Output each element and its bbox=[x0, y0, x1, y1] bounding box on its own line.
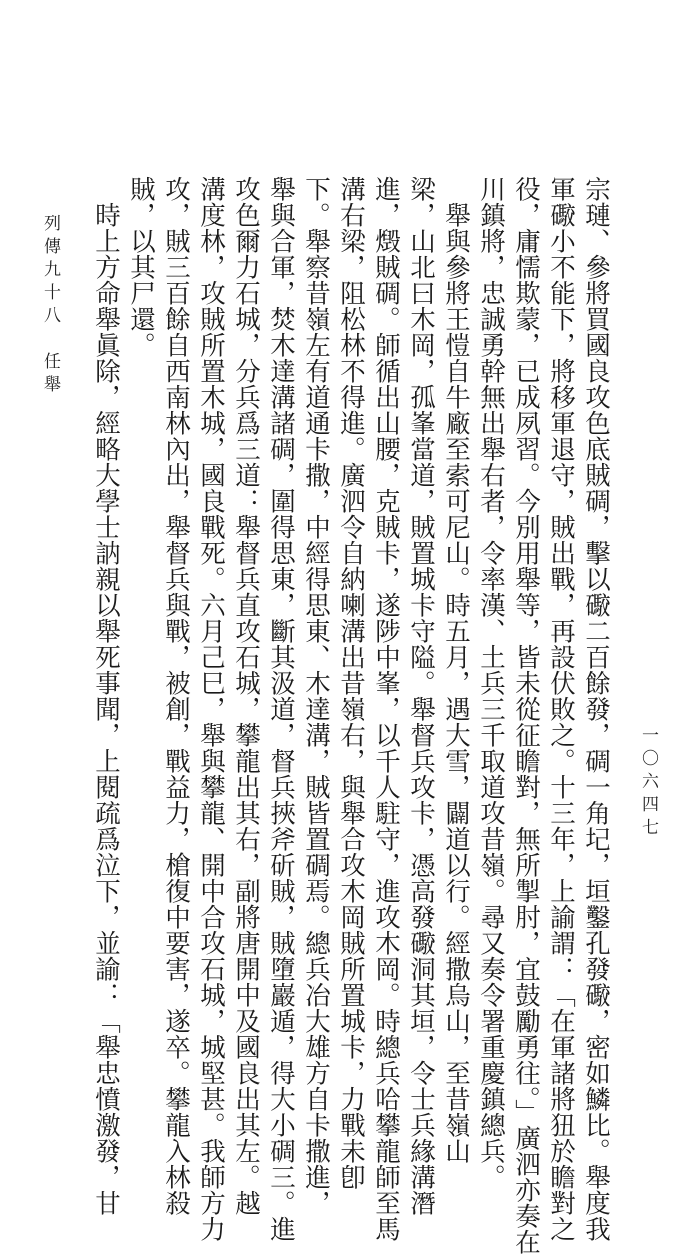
text-column-8: 溝右梁，阻松林不得進。廣泗令自納喇溝出昔嶺右，與舉合攻木岡賊所置城卡，力戰未卽 bbox=[336, 176, 366, 1190]
text-column-3: 役，庸懦欺蒙，已成夙習。今別用舉等，皆未從征瞻對，無所掣肘，宜鼓勵勇往。」廣泗亦奏在 bbox=[511, 176, 541, 1255]
text-column-1: 宗璉、參將買國良攻色底賊碉，擊以礮二百餘發，碉一角圮，垣鑿孔發礮，密如鱗比。舉度我 bbox=[581, 176, 611, 1242]
text-column-14: 賊，以其尸還。 bbox=[126, 176, 156, 358]
text-column-4: 川鎮將，忠誠勇幹無出舉右者，令率漢、土兵三千取道攻昔嶺。尋又奏令署重慶鎮總兵。 bbox=[476, 176, 506, 1190]
text-column-15: 時上方命舉眞除，經略大學士訥親以舉死事聞，上閱疏爲泣下，並諭：「舉忠憤激發，甘 bbox=[91, 202, 121, 1216]
text-column-9: 下。舉察昔嶺左有道通卡撒，中經得思東、木達溝，賊皆置碉焉。總兵冶大雄方自卡撒進， bbox=[301, 176, 331, 1216]
running-header: 列傳九十八 任舉 bbox=[40, 214, 60, 398]
page-number: 一〇六四七 bbox=[638, 726, 658, 841]
text-column-13: 攻，賊三百餘自西南林內出，舉督兵與戰，被創，戰益力，槍復中要害，遂卒。攀龍入林殺 bbox=[161, 176, 191, 1216]
text-column-10: 舉與合軍，焚木達溝諸碉，圍得思東，斷其汲道，督兵挾斧斫賊，賊墮巖遁，得大小碉三。進 bbox=[266, 176, 296, 1242]
text-column-7: 進，燬賊碉。師循出山腰，克賊卡，遂陟中峯，以千人駐守，進攻木岡。時總兵哈攀龍師至馬 bbox=[371, 176, 401, 1242]
text-column-12: 溝度林，攻賊所置木城，國良戰死。六月己巳，舉與攀龍、開中合攻石城，城堅甚。我師方力 bbox=[196, 176, 226, 1242]
text-column-11: 攻色爾力石城，分兵爲三道：舉督兵直攻石城，攀龍出其右，副將唐開中及國良出其左。越 bbox=[231, 176, 261, 1216]
text-column-2: 軍礮小不能下，將移軍退守，賊出戰，再設伏敗之。十三年，上諭謂：「在軍諸將狃於瞻對之 bbox=[546, 176, 576, 1242]
text-column-6: 梁，山北曰木岡，孤峯當道，賊置城卡守隘。舉督兵攻卡，憑高發礮洞其垣，令士兵緣溝潛 bbox=[406, 176, 436, 1216]
text-column-5: 舉與參將王愷自牛廠至索可尼山。時五月，遇大雪，闢道以行。經撒烏山，至昔嶺山 bbox=[441, 202, 471, 1164]
